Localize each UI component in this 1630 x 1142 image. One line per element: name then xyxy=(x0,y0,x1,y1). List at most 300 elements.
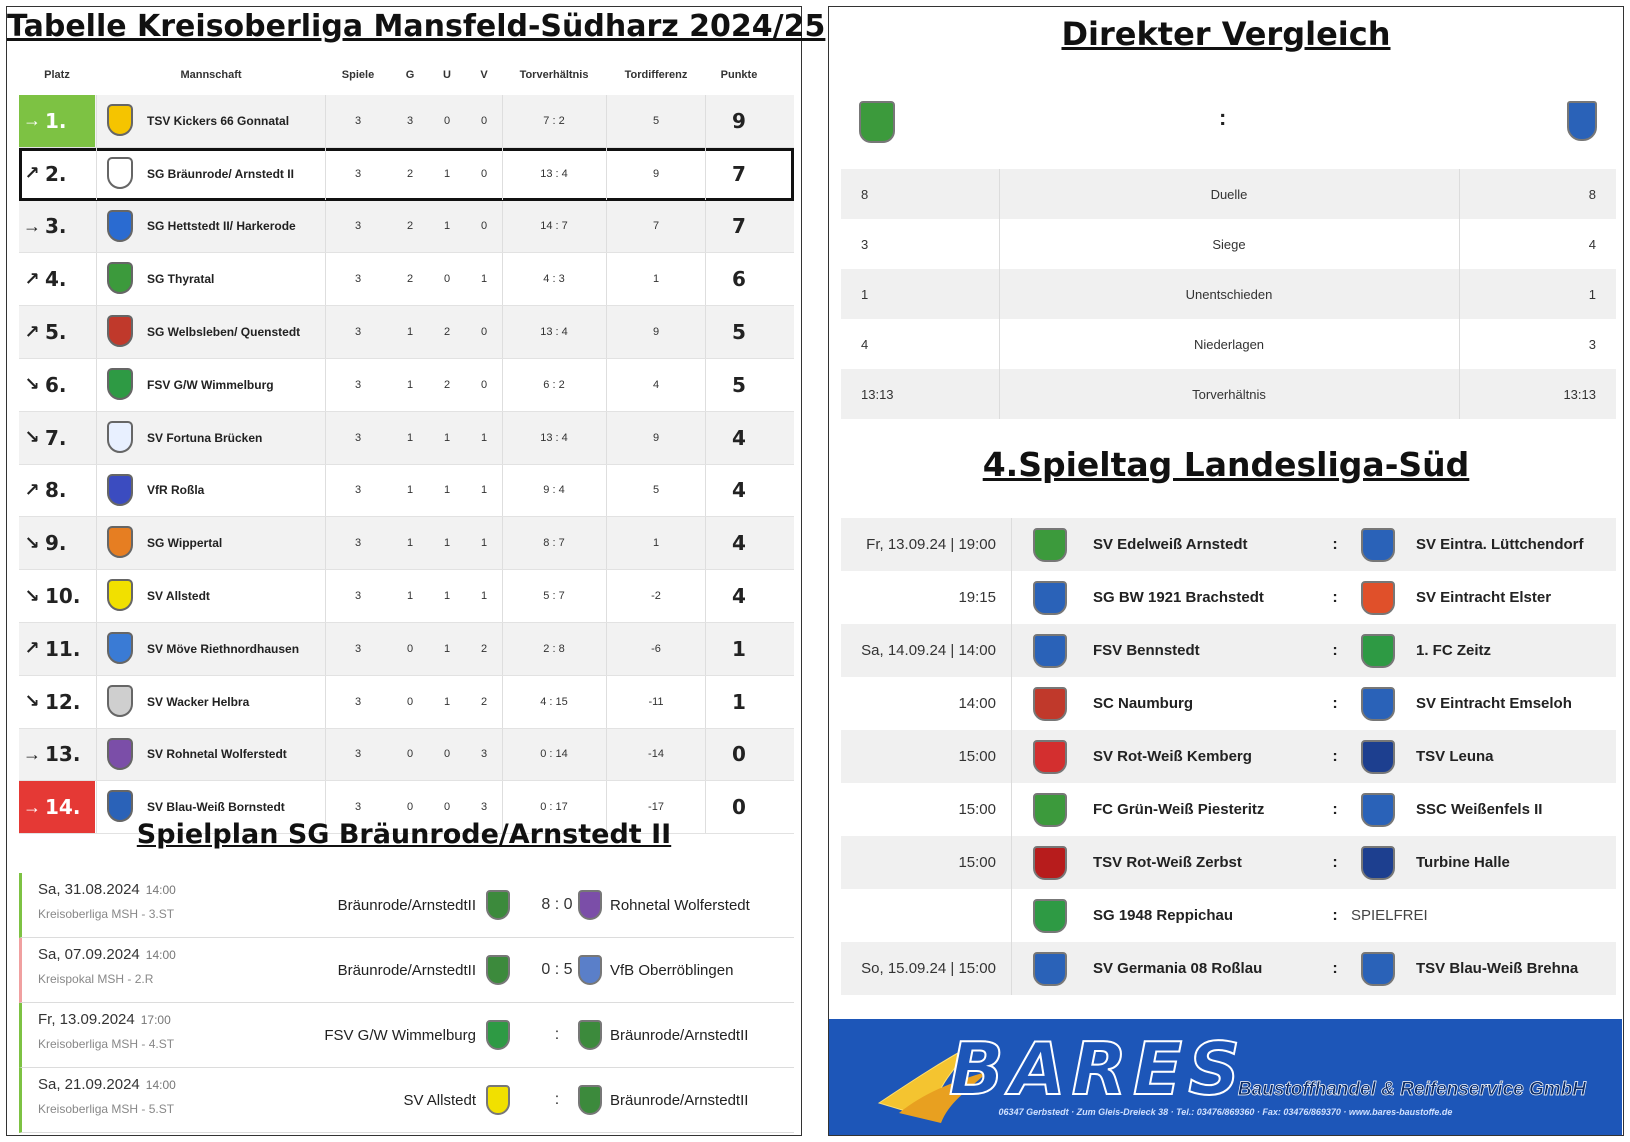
away-crest-icon xyxy=(1361,846,1395,880)
away-crest-icon xyxy=(1361,581,1395,615)
comparison-row xyxy=(841,319,1616,369)
wins: 1 xyxy=(406,431,414,444)
home-crest-icon xyxy=(1033,634,1067,668)
standings-row[interactable] xyxy=(19,201,794,254)
home-crest-icon xyxy=(1033,528,1067,562)
divider xyxy=(502,306,503,358)
divider xyxy=(96,465,97,517)
team-crest-icon xyxy=(107,685,133,717)
points: 1 xyxy=(732,636,746,661)
fixture-home-team[interactable]: Bräunrode/ArnstedtII xyxy=(337,896,476,914)
team-crest-icon xyxy=(107,632,133,664)
goal-ratio: 0 : 14 xyxy=(540,748,568,761)
divider xyxy=(96,253,97,305)
match-separator: : xyxy=(1332,588,1338,606)
rank: 9. xyxy=(45,531,67,556)
fixture-home-team[interactable]: SV Allstedt xyxy=(403,1091,476,1109)
divider xyxy=(1011,889,1012,942)
match-home-team[interactable]: FC Grün-Weiß Piesteritz xyxy=(1093,801,1265,818)
goal-ratio: 13 : 4 xyxy=(540,326,568,339)
rank: 13. xyxy=(45,742,81,767)
team-crest-icon xyxy=(107,315,133,347)
divider xyxy=(606,253,607,305)
losses: 0 xyxy=(480,326,488,339)
goal-ratio: 9 : 4 xyxy=(543,484,565,497)
goal-ratio: 8 : 7 xyxy=(543,537,565,550)
fixture-away-team[interactable]: Rohnetal Wolferstedt xyxy=(610,896,750,914)
losses: 0 xyxy=(480,378,488,391)
fixture-time: 17:00 xyxy=(140,1013,171,1027)
divider xyxy=(606,676,607,728)
standings-row[interactable] xyxy=(19,306,794,359)
divider xyxy=(1459,269,1460,319)
games: 3 xyxy=(354,167,362,180)
comparison-row xyxy=(841,169,1616,219)
comparison-label: Duelle xyxy=(1210,186,1248,202)
fixture-score: 8 : 0 xyxy=(541,896,573,913)
draws: 0 xyxy=(443,748,451,761)
fixture-away-team[interactable]: Bräunrode/ArnstedtII xyxy=(610,1091,749,1109)
goal-diff: -17 xyxy=(648,801,664,814)
match-away-team[interactable]: SSC Weißenfels II xyxy=(1416,801,1543,818)
goal-diff: -11 xyxy=(648,695,664,708)
standings-row[interactable] xyxy=(19,517,794,570)
fixture-time: 14:00 xyxy=(145,948,176,962)
position-cell xyxy=(19,570,95,622)
fixture-home-team[interactable]: Bräunrode/ArnstedtII xyxy=(337,961,476,979)
divider xyxy=(502,148,503,200)
divider xyxy=(606,517,607,569)
match-away-team[interactable]: SV Eintracht Emseloh xyxy=(1416,695,1572,712)
draws: 0 xyxy=(443,273,451,286)
draws: 1 xyxy=(443,484,451,497)
col-spiele: Spiele xyxy=(341,69,375,81)
fixture-row[interactable] xyxy=(19,873,794,938)
standings-panel xyxy=(6,6,826,1136)
standings-row[interactable] xyxy=(19,412,794,465)
fixture-date xyxy=(38,946,176,963)
standings-row[interactable] xyxy=(19,676,794,729)
match-away-team[interactable]: SV Eintracht Elster xyxy=(1416,589,1552,606)
divider xyxy=(705,465,706,517)
col-u: U xyxy=(443,69,451,81)
divider xyxy=(96,517,97,569)
draws: 2 xyxy=(443,326,451,339)
divider xyxy=(606,359,607,411)
standings-row[interactable] xyxy=(19,465,794,518)
rank: 7. xyxy=(45,425,67,450)
comparison-row xyxy=(841,269,1616,319)
col-v: V xyxy=(480,69,488,81)
goal-diff: 1 xyxy=(652,273,660,286)
match-separator: : xyxy=(1332,641,1338,659)
matchday-row[interactable] xyxy=(841,571,1616,624)
match-home-team[interactable]: FSV Bennstedt xyxy=(1093,642,1200,659)
fixture-row[interactable] xyxy=(19,1068,794,1133)
home-crest-icon xyxy=(1033,581,1067,615)
match-separator: : xyxy=(1332,853,1338,871)
fixture-time: 14:00 xyxy=(145,883,176,897)
home-crest-icon xyxy=(1033,952,1067,986)
fixture-time: 14:00 xyxy=(145,1078,176,1092)
points: 6 xyxy=(732,267,746,292)
comparison-header xyxy=(841,87,1616,169)
comparison-row xyxy=(841,219,1616,269)
matchday-row[interactable] xyxy=(841,942,1616,995)
fixture-score: : xyxy=(554,1091,560,1108)
home-crest-icon xyxy=(1033,687,1067,721)
match-away-team[interactable]: 1. FC Zeitz xyxy=(1416,642,1492,659)
standings-row[interactable] xyxy=(19,253,794,306)
divider xyxy=(96,729,97,781)
fixture-competition: Kreisoberliga MSH - 5.ST xyxy=(38,1102,175,1116)
losses: 1 xyxy=(480,273,488,286)
fixture-score: : xyxy=(554,1026,560,1043)
goal-diff: -6 xyxy=(651,642,661,655)
wins: 3 xyxy=(406,114,414,127)
team-name[interactable]: VfR Roßla xyxy=(147,483,205,498)
position-cell xyxy=(19,729,95,781)
team-name[interactable]: SV Allstedt xyxy=(147,589,210,604)
home-crest-icon xyxy=(486,1085,510,1115)
games: 3 xyxy=(354,695,362,708)
goal-ratio: 13 : 4 xyxy=(540,167,568,180)
sponsor-subtitle: Baustoffhandel & Reifenservice GmbH xyxy=(1237,1079,1586,1100)
divider xyxy=(502,412,503,464)
goal-ratio: 14 : 7 xyxy=(540,220,568,233)
match-datetime: 14:00 xyxy=(958,695,996,712)
matchday-row[interactable] xyxy=(841,677,1616,730)
match-away-team[interactable]: TSV Leuna xyxy=(1416,748,1494,765)
divider xyxy=(1459,219,1460,269)
divider xyxy=(1011,571,1012,624)
match-datetime: So, 15.09.24 | 15:00 xyxy=(861,960,996,977)
divider xyxy=(1459,319,1460,369)
match-separator: : xyxy=(1332,694,1338,712)
trend-arrow-icon: ↗ xyxy=(24,321,40,342)
fixture-home-team[interactable]: FSV G/W Wimmelburg xyxy=(324,1026,476,1044)
position-cell xyxy=(19,623,95,675)
wins: 0 xyxy=(406,748,414,761)
games: 3 xyxy=(354,537,362,550)
away-crest-icon xyxy=(1361,528,1395,562)
divider xyxy=(705,201,706,253)
rank: 2. xyxy=(45,161,67,186)
team-name[interactable]: SG Bräunrode/ Arnstedt II xyxy=(147,166,294,181)
points: 0 xyxy=(732,795,746,820)
goal-ratio: 13 : 4 xyxy=(540,431,568,444)
team-name[interactable]: TSV Kickers 66 Gonnatal xyxy=(147,113,290,128)
rank: 3. xyxy=(45,214,67,239)
games: 3 xyxy=(354,801,362,814)
standings-row[interactable] xyxy=(19,570,794,623)
position-cell xyxy=(19,148,95,200)
divider xyxy=(1011,677,1012,730)
points: 4 xyxy=(732,584,746,609)
trend-arrow-icon: ↘ xyxy=(24,691,40,712)
comparison-home-value: 4 xyxy=(861,336,869,352)
trend-arrow-icon: → xyxy=(23,215,41,236)
team-crest-icon xyxy=(107,210,133,242)
team-crest-icon xyxy=(107,421,133,453)
divider xyxy=(606,623,607,675)
divider xyxy=(1011,783,1012,836)
fixture-date-text: Fr, 13.09.2024 xyxy=(38,1011,135,1028)
standings-row[interactable] xyxy=(19,359,794,412)
match-separator: : xyxy=(1332,747,1338,765)
draws: 1 xyxy=(443,220,451,233)
goal-ratio: 2 : 8 xyxy=(543,642,565,655)
divider xyxy=(705,623,706,675)
standings-row[interactable] xyxy=(19,623,794,676)
divider xyxy=(96,623,97,675)
rank: 14. xyxy=(45,795,81,820)
goal-diff: 5 xyxy=(652,114,660,127)
match-away-team[interactable]: SPIELFREI xyxy=(1351,907,1428,924)
team-name[interactable]: SV Blau-Weiß Bornstedt xyxy=(147,800,285,815)
divider xyxy=(96,570,97,622)
goal-diff: 9 xyxy=(652,326,660,339)
trend-arrow-icon: ↗ xyxy=(24,479,40,500)
match-away-team[interactable]: Turbine Halle xyxy=(1416,854,1510,871)
col-mannschaft: Mannschaft xyxy=(180,69,242,81)
goal-ratio: 6 : 2 xyxy=(543,378,565,391)
rank: 11. xyxy=(45,636,81,661)
team-name[interactable]: SV Möve Riethnordhausen xyxy=(147,641,300,656)
divider xyxy=(96,95,97,147)
team-name[interactable]: SG Welbsleben/ Quenstedt xyxy=(147,325,301,340)
goal-diff: 1 xyxy=(652,537,660,550)
rank: 5. xyxy=(45,320,67,345)
home-crest-icon xyxy=(1033,793,1067,827)
divider xyxy=(502,253,503,305)
goal-diff: -14 xyxy=(648,748,664,761)
match-away-team[interactable]: TSV Blau-Weiß Brehna xyxy=(1416,960,1579,977)
standings-row[interactable] xyxy=(19,148,794,201)
divider xyxy=(502,676,503,728)
team-name[interactable]: SV Wacker Helbra xyxy=(147,694,250,709)
position-cell xyxy=(19,201,95,253)
losses: 1 xyxy=(480,537,488,550)
standings-header xyxy=(19,59,794,91)
match-datetime: 15:00 xyxy=(958,854,996,871)
home-crest-icon xyxy=(486,955,510,985)
team-crest-icon xyxy=(107,738,133,770)
rank: 8. xyxy=(45,478,67,503)
comparison-label: Siege xyxy=(1212,236,1246,252)
team-name[interactable]: FSV G/W Wimmelburg xyxy=(147,377,274,392)
goal-ratio: 7 : 2 xyxy=(543,114,565,127)
schedule-title: Spielplan SG Bräunrode/Arnstedt II xyxy=(136,819,672,850)
position-cell xyxy=(19,517,95,569)
match-home-team[interactable]: SG 1948 Reppichau xyxy=(1093,907,1234,924)
divider xyxy=(502,570,503,622)
comparison-away-value: 13:13 xyxy=(1563,386,1596,402)
team-crest-icon xyxy=(107,368,133,400)
losses: 3 xyxy=(480,801,488,814)
rank: 12. xyxy=(45,689,81,714)
draws: 0 xyxy=(443,114,451,127)
team-crest-icon xyxy=(107,262,133,294)
divider xyxy=(502,359,503,411)
match-home-team[interactable]: SV Germania 08 Roßlau xyxy=(1093,960,1263,977)
divider xyxy=(606,412,607,464)
standings-row[interactable] xyxy=(19,95,794,148)
team-name[interactable]: SG Thyratal xyxy=(147,272,215,287)
fixture-away-team[interactable]: VfB Oberröblingen xyxy=(610,961,734,979)
fixture-date xyxy=(38,1076,176,1093)
rank: 10. xyxy=(45,584,81,609)
losses: 1 xyxy=(480,590,488,603)
points: 4 xyxy=(732,478,746,503)
trend-arrow-icon: → xyxy=(23,110,41,131)
match-away-team[interactable]: SV Eintra. Lüttchendorf xyxy=(1416,536,1584,553)
games: 3 xyxy=(354,220,362,233)
matchday-row[interactable] xyxy=(841,783,1616,836)
divider xyxy=(606,95,607,147)
divider xyxy=(1459,169,1460,219)
divider xyxy=(606,465,607,517)
home-crest-icon xyxy=(1033,899,1067,933)
standings-table xyxy=(19,95,794,834)
match-datetime: 15:00 xyxy=(958,748,996,765)
games: 3 xyxy=(354,484,362,497)
match-separator: : xyxy=(1332,906,1338,924)
sponsor-name: BARES xyxy=(949,1027,1247,1111)
divider xyxy=(502,517,503,569)
draws: 0 xyxy=(443,801,451,814)
team-crest-icon xyxy=(107,157,133,189)
fixture-away-team[interactable]: Bräunrode/ArnstedtII xyxy=(610,1026,749,1044)
away-crest-icon xyxy=(578,955,602,985)
fixture-row[interactable] xyxy=(19,938,794,1003)
matchday-row[interactable] xyxy=(841,730,1616,783)
trend-arrow-icon: ↘ xyxy=(24,427,40,448)
divider xyxy=(502,623,503,675)
points: 9 xyxy=(732,108,746,133)
trend-arrow-icon: → xyxy=(23,743,41,764)
divider xyxy=(705,95,706,147)
away-crest-icon xyxy=(578,890,602,920)
divider xyxy=(705,253,706,305)
divider xyxy=(1011,836,1012,889)
points: 7 xyxy=(732,214,746,239)
divider xyxy=(502,465,503,517)
divider xyxy=(502,729,503,781)
match-datetime: Fr, 13.09.24 | 19:00 xyxy=(866,536,996,553)
standings-row[interactable] xyxy=(19,729,794,782)
team-name[interactable]: SV Fortuna Brücken xyxy=(147,430,263,445)
divider xyxy=(502,201,503,253)
divider xyxy=(606,201,607,253)
sponsor-banner[interactable] xyxy=(829,1019,1622,1135)
trend-arrow-icon: ↘ xyxy=(24,374,40,395)
wins: 1 xyxy=(406,326,414,339)
match-home-team[interactable]: SV Rot-Weiß Kemberg xyxy=(1093,748,1252,765)
away-crest-icon xyxy=(578,1020,602,1050)
divider xyxy=(96,148,97,200)
wins: 1 xyxy=(406,590,414,603)
rank: 4. xyxy=(45,267,67,292)
team-crest-icon xyxy=(107,790,133,822)
team-name[interactable]: SG Wippertal xyxy=(147,536,223,551)
position-cell xyxy=(19,253,95,305)
goal-ratio: 0 : 17 xyxy=(540,801,568,814)
team-name[interactable]: SG Hettstedt II/ Harkerode xyxy=(147,219,296,234)
goal-ratio: 4 : 3 xyxy=(543,273,565,286)
divider xyxy=(1011,942,1012,995)
wins: 2 xyxy=(406,273,414,286)
matchday-row[interactable] xyxy=(841,518,1616,571)
comparison-table xyxy=(841,169,1616,419)
wins: 0 xyxy=(406,695,414,708)
goal-ratio: 5 : 7 xyxy=(543,590,565,603)
matchday-list xyxy=(841,518,1616,995)
team-crest-icon xyxy=(107,526,133,558)
matchday-row[interactable] xyxy=(841,624,1616,677)
losses: 3 xyxy=(480,748,488,761)
comparison-away-value: 1 xyxy=(1588,286,1596,302)
team-crest-icon xyxy=(107,104,133,136)
divider xyxy=(96,201,97,253)
fixture-score: 0 : 5 xyxy=(541,961,573,978)
games: 3 xyxy=(354,748,362,761)
points: 4 xyxy=(732,531,746,556)
wins: 0 xyxy=(406,801,414,814)
match-datetime: 19:15 xyxy=(958,589,996,606)
match-home-team[interactable]: SV Edelweiß Arnstedt xyxy=(1093,536,1248,553)
losses: 2 xyxy=(480,695,488,708)
comparison-panel xyxy=(828,6,1624,1136)
away-crest-icon xyxy=(1361,740,1395,774)
draws: 2 xyxy=(443,378,451,391)
fixture-date-text: Sa, 07.09.2024 xyxy=(38,946,140,963)
match-home-team[interactable]: SG BW 1921 Brachstedt xyxy=(1093,589,1264,606)
comparison-row xyxy=(841,369,1616,419)
divider xyxy=(96,306,97,358)
position-cell xyxy=(19,676,95,728)
divider xyxy=(705,148,706,200)
wins: 2 xyxy=(406,167,414,180)
matchday-row[interactable] xyxy=(841,889,1616,942)
losses: 0 xyxy=(480,167,488,180)
wins: 0 xyxy=(406,642,414,655)
home-crest-icon xyxy=(486,1020,510,1050)
matchday-row[interactable] xyxy=(841,836,1616,889)
fixture-row[interactable] xyxy=(19,1003,794,1068)
col-torverhaeltnis: Torverhältnis xyxy=(519,69,589,81)
match-home-team[interactable]: SC Naumburg xyxy=(1093,695,1194,712)
comparison-away-value: 3 xyxy=(1588,336,1596,352)
comparison-title: Direkter Vergleich xyxy=(1061,15,1391,53)
comparison-away-value: 8 xyxy=(1588,186,1596,202)
team-name[interactable]: SV Rohnetal Wolferstedt xyxy=(147,747,287,762)
match-datetime: Sa, 14.09.24 | 14:00 xyxy=(861,642,996,659)
fixture-competition: Kreispokal MSH - 2.R xyxy=(38,972,154,986)
divider xyxy=(96,359,97,411)
draws: 1 xyxy=(443,642,451,655)
match-separator: : xyxy=(1332,535,1338,553)
losses: 2 xyxy=(480,642,488,655)
match-home-team[interactable]: TSV Rot-Weiß Zerbst xyxy=(1093,854,1242,871)
comparison-away-value: 4 xyxy=(1588,236,1596,252)
comparison-label: Niederlagen xyxy=(1193,336,1265,352)
match-datetime: 15:00 xyxy=(958,801,996,818)
fixture-date-text: Sa, 21.09.2024 xyxy=(38,1076,140,1093)
fixture-date xyxy=(38,881,176,898)
away-crest-icon xyxy=(1361,687,1395,721)
position-cell xyxy=(19,412,95,464)
